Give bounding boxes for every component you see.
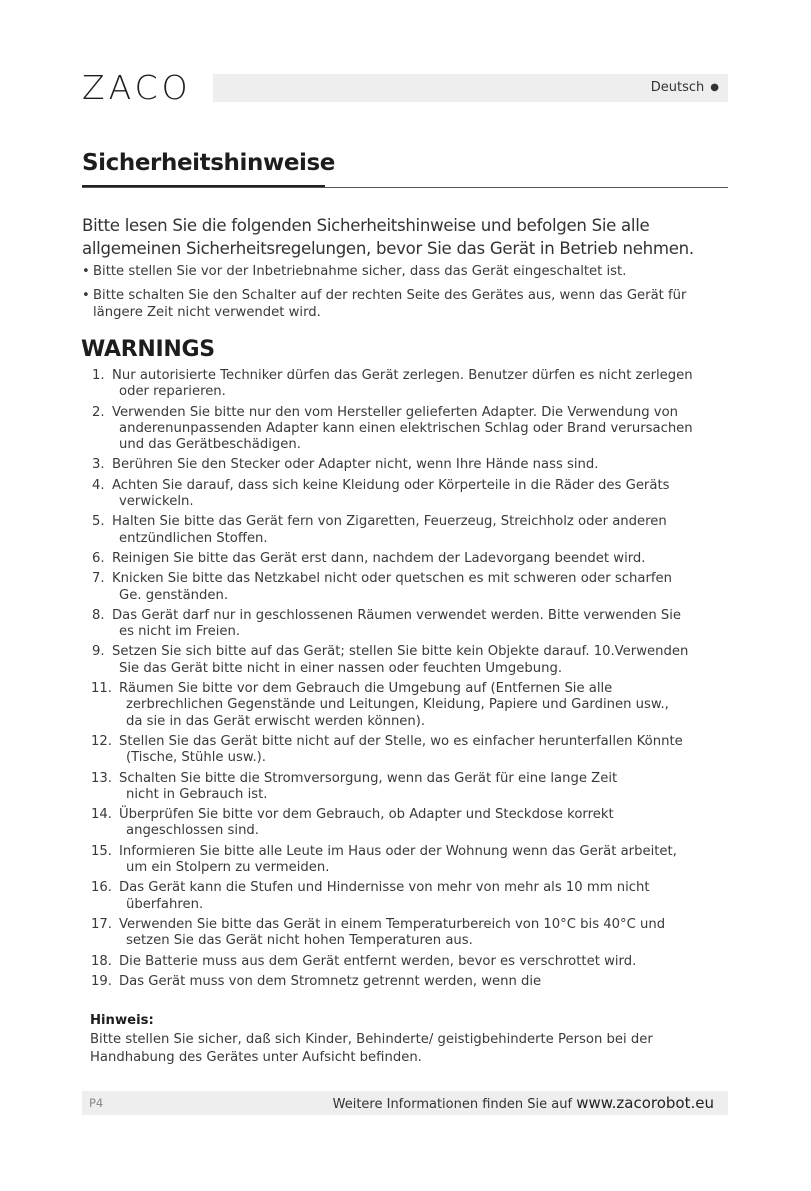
warning-line: setzen Sie das Gerät nicht hohen Temperaturen aus. (126, 933, 473, 949)
warning-number: 17. (91, 916, 112, 932)
warning-number: 13. (91, 770, 112, 786)
warning-number: 8. (92, 607, 105, 623)
warning-item (82, 457, 732, 473)
warning-item (82, 771, 732, 804)
bullet-line: Bitte schalten Sie den Schalter auf der rechten Seite des Gerätes aus, wenn das Gerät für (93, 288, 687, 303)
warning-line: Informieren Sie bitte alle Leute im Haus oder der Wohnung wenn das Gerät arbeitet, (119, 843, 677, 859)
warning-number: 7. (92, 571, 105, 587)
warning-line: Setzen Sie sich bitte auf das Gerät; stellen Sie bitte kein Objekte darauf. 10.Verwenden (112, 644, 689, 660)
warning-item (82, 681, 732, 730)
warning-line: Stellen Sie das Gerät bitte nicht auf der Stelle, wo es einfacher herunterfallen Könnte (119, 733, 683, 749)
bullet-line: Bitte stellen Sie vor der Inbetriebnahme sicher, dass das Gerät eingeschaltet ist. (93, 264, 627, 279)
warning-item (82, 368, 732, 401)
warning-line: Ge. genständen. (119, 587, 229, 603)
bullet-dot-icon: ● (710, 82, 719, 93)
footer-info (333, 1094, 714, 1112)
warning-number: 6. (92, 550, 105, 566)
warning-line: Achten Sie darauf, dass sich keine Kleidung oder Körperteile in die Räder des Geräts (112, 477, 670, 493)
warning-number: 19. (91, 973, 112, 989)
warning-line: es nicht im Freien. (119, 624, 241, 640)
warning-line: Schalten Sie bitte die Stromversorgung, wenn das Gerät für eine lange Zeit (119, 770, 618, 786)
note-title: Hinweis: (90, 1013, 154, 1028)
warning-item (82, 514, 732, 547)
warning-line: Knicken Sie bitte das Netzkabel nicht oder quetschen es mit schweren oder scharfen (112, 571, 672, 587)
warning-line: Verwenden Sie bitte nur den vom Hersteller gelieferten Adapter. Die Verwendung von (112, 404, 679, 420)
warning-number: 16. (91, 880, 112, 896)
footer-bar (82, 1091, 728, 1115)
warning-number: 4. (92, 477, 105, 493)
warning-line: Reinigen Sie bitte das Gerät erst dann, nachdem der Ladevorgang beendet wird. (112, 550, 646, 566)
warning-line: überfahren. (126, 896, 204, 912)
intro-line: Bitte lesen Sie die folgenden Sicherheitshinweise und befolgen Sie alle (82, 216, 650, 235)
bullet-item (82, 287, 728, 321)
language-label: Deutsch ● (650, 80, 719, 95)
note-box (90, 1012, 730, 1068)
warning-line: zerbrechlichen Gegenstände und Leitungen, Kleidung, Papiere und Gardinen usw., (126, 697, 669, 713)
warning-item (82, 608, 732, 641)
warning-line: nicht in Gebrauch ist. (126, 786, 268, 802)
warning-item (82, 734, 732, 767)
footer-info-text: Weitere Informationen finden Sie auf (332, 1097, 573, 1112)
warning-line: Überprüfen Sie bitte vor dem Gebrauch, ob Adapter und Steckdose korrekt (119, 807, 614, 823)
warning-line: Verwenden Sie bitte das Gerät in einem Temperaturbereich von 10°C bis 40°C und (119, 916, 666, 932)
warning-number: 15. (91, 843, 112, 859)
warning-number: 18. (91, 953, 112, 969)
warning-number: 9. (92, 644, 105, 660)
warning-line: Halten Sie bitte das Gerät fern von Zigaretten, Feuerzeug, Streichholz oder anderen (112, 514, 667, 530)
warning-item (82, 917, 732, 950)
warning-item (82, 844, 732, 877)
warning-line: anderenunpassenden Adapter kann einen elektrischen Schlag oder Brand verursachen (119, 420, 693, 436)
warning-item (82, 974, 732, 990)
page-number: P4 (89, 1096, 104, 1110)
warning-line: da sie in das Gerät erwischt werden können). (126, 713, 426, 729)
warning-number: 14. (91, 807, 112, 823)
warning-line: Das Gerät darf nur in geschlossenen Räumen verwendet werden. Bitte verwenden Sie (112, 607, 682, 623)
website-link[interactable]: www.zacorobot.eu (576, 1094, 714, 1112)
warning-number: 1. (92, 368, 105, 383)
warning-line: Sie das Gerät bitte nicht in einer nassen oder feuchten Umgebung. (119, 660, 563, 676)
warning-number: 12. (91, 733, 112, 749)
warning-line: Das Gerät kann die Stufen und Hindernisse von mehr von mehr als 10 mm nicht (119, 880, 650, 896)
warning-line: entzündlichen Stoffen. (119, 530, 268, 546)
warning-item (82, 807, 732, 840)
warning-line: angeschlossen sind. (126, 823, 259, 839)
bullet-line: längere Zeit nicht verwendet wird. (93, 305, 321, 320)
warning-number: 5. (92, 514, 105, 530)
warning-line: oder reparieren. (119, 384, 226, 400)
warning-item (82, 954, 732, 970)
warning-line: verwickeln. (119, 494, 194, 510)
warning-line: Räumen Sie bitte vor dem Gebrauch die Umgebung auf (Entfernen Sie alle (119, 681, 613, 697)
warning-item (82, 880, 732, 913)
warning-line: und das Gerätbeschädigen. (119, 437, 301, 453)
warning-number: 3. (92, 457, 105, 473)
warning-item (82, 478, 732, 511)
intro-text (82, 214, 732, 260)
warnings-heading: WARNINGS (81, 337, 215, 362)
warning-line: Nur autorisierte Techniker dürfen das Gerät zerlegen. Benutzer dürfen es nicht zerlegen (112, 368, 693, 383)
warning-line: Berühren Sie den Stecker oder Adapter nicht, wenn Ihre Hände nass sind. (112, 457, 599, 473)
title-underline (82, 185, 325, 187)
bullet-item (82, 263, 728, 280)
warning-line: um ein Stolpern zu vermeiden. (126, 860, 330, 876)
warning-item (82, 405, 732, 454)
warning-number: 2. (92, 404, 105, 420)
warning-item (82, 644, 732, 677)
warning-item (82, 571, 732, 604)
title-divider (82, 187, 728, 188)
note-text: Bitte stellen Sie sicher, daß sich Kinder, Behinderte/ geistigbehinderte Person bei der Handhabung des Gerätes unter Aufsicht befinden. (90, 1031, 653, 1065)
header-bar (213, 74, 728, 102)
intro-line: allgemeinen Sicherheitsregelungen, bevor Sie das Gerät in Betrieb nehmen. (82, 239, 694, 258)
warning-line: (Tische, Stühle usw.). (126, 750, 266, 766)
brand-logo: ZACO (82, 68, 192, 107)
warning-item (82, 551, 732, 567)
warning-line: Die Batterie muss aus dem Gerät entfernt werden, bevor es verschrottet wird. (119, 953, 637, 969)
warning-line: Das Gerät muss von dem Stromnetz getrennt werden, wenn die (119, 973, 542, 989)
bullet-list (82, 263, 728, 328)
page-title: Sicherheitshinweise (82, 150, 335, 176)
warning-number: 11. (91, 681, 112, 697)
warnings-list (82, 368, 732, 994)
